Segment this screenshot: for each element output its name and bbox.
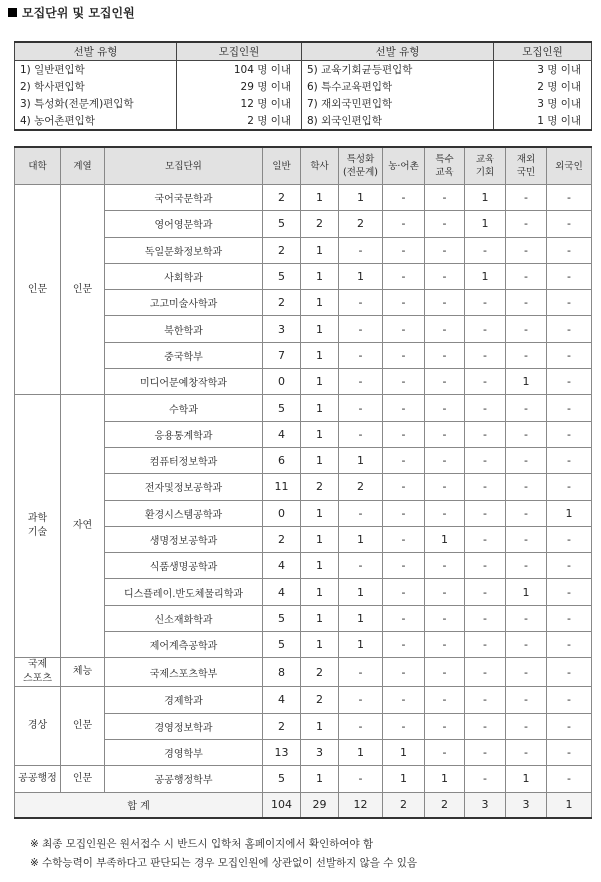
quota-cell: 2 [301,211,339,237]
unit-name-cell: 국어국문학과 [105,185,263,211]
quota-cell: 1 [506,766,547,792]
college-cell: 경상 [15,687,61,766]
unit-name-cell: 중국학부 [105,342,263,368]
quota-cell: 1 [339,579,383,605]
quota-cell: - [383,687,425,713]
quota-cell: 8 [263,658,301,687]
table-row [15,687,592,713]
quota-cell: - [383,237,425,263]
quota-cell: 1 [425,526,465,552]
total-cell: 3 [465,792,506,818]
quota-cell: 0 [263,369,301,395]
quota-cell: 5 [263,605,301,631]
quota-cell: - [339,316,383,342]
column-header: 계열 [61,147,105,185]
total-cell: 2 [383,792,425,818]
unit-name-cell: 컴퓨터정보학과 [105,447,263,473]
quota-cell: - [547,342,592,368]
quota-cell: - [339,713,383,739]
summary-row [15,112,592,130]
field-cell: 인문 [61,185,105,395]
total-cell: 1 [547,792,592,818]
quota-cell: - [506,395,547,421]
quota-cell: 1 [301,526,339,552]
unit-name-cell: 환경시스템공학과 [105,500,263,526]
unit-name-cell: 경영학부 [105,739,263,765]
unit-name-cell: 북한학과 [105,316,263,342]
field-cell: 자연 [61,395,105,658]
quota-cell: 1 [425,766,465,792]
quota-cell: - [425,474,465,500]
quota-cell: - [383,526,425,552]
quota-cell: 1 [301,342,339,368]
quota-cell: - [547,766,592,792]
quota-cell: - [339,687,383,713]
quota-cell: - [465,739,506,765]
quota-cell: 2 [263,526,301,552]
quota-cell: 1 [506,369,547,395]
quota-cell: 2 [339,474,383,500]
quota-cell: - [425,605,465,631]
quota-cell: - [339,237,383,263]
quota-cell: - [425,211,465,237]
summary-header: 모집인원 [494,42,592,61]
quota-cell: - [383,500,425,526]
quota-cell: - [465,713,506,739]
quota-cell: 1 [547,500,592,526]
quota-cell: - [506,526,547,552]
quota-cell: - [339,500,383,526]
unit-name-cell: 독일문화정보학과 [105,237,263,263]
quota-cell: - [339,553,383,579]
quota-cell: 1 [301,579,339,605]
table-row [15,185,592,211]
quota-cell: - [506,342,547,368]
quota-cell: - [383,658,425,687]
quota-cell: - [425,316,465,342]
quota-cell: 1 [506,579,547,605]
column-header: 특성화 (전문계) [339,147,383,185]
quota-cell: - [506,474,547,500]
quota-cell: - [383,263,425,289]
quota-cell: - [547,447,592,473]
quota-cell: 4 [263,687,301,713]
quota-cell: - [547,185,592,211]
summary-header: 모집인원 [177,42,302,61]
quota-cell: 7 [263,342,301,368]
quota-cell: - [425,395,465,421]
field-cell: 인문 [61,766,105,792]
quota-cell: 13 [263,739,301,765]
quota-cell: - [465,526,506,552]
total-cell: 104 [263,792,301,818]
quota-cell: - [506,290,547,316]
quota-cell: - [547,395,592,421]
quota-cell: - [425,739,465,765]
college-cell: 과학 기술 [15,395,61,658]
unit-name-cell: 미디어문예창작학과 [105,369,263,395]
quota-cell: - [547,739,592,765]
college-cell: 국제 스포츠 [15,658,61,687]
quota-cell: - [383,605,425,631]
quota-cell: - [465,579,506,605]
quota-cell: 4 [263,553,301,579]
quota-cell: - [506,658,547,687]
quota-cell: 1 [339,739,383,765]
unit-name-cell: 사회학과 [105,263,263,289]
quota-cell: 3 [263,316,301,342]
field-cell: 인문 [61,687,105,766]
quota-cell: - [425,263,465,289]
summary-type: 3) 특성화(전문계)편입학 [15,95,177,112]
quota-cell: - [547,263,592,289]
table-row [15,658,592,687]
table-header-row [15,147,592,185]
quota-cell: 3 [301,739,339,765]
quota-cell: - [465,290,506,316]
quota-cell: - [547,369,592,395]
quota-cell: - [547,474,592,500]
summary-type: 5) 교육기회균등편입학 [302,61,494,79]
quota-cell: - [465,474,506,500]
quota-cell: - [465,342,506,368]
quota-cell: 1 [339,632,383,658]
quota-cell: - [383,185,425,211]
quota-cell: - [465,316,506,342]
quota-cell: - [506,185,547,211]
note-academic-ability: ※ 수학능력이 부족하다고 판단되는 경우 모집인원에 상관없이 선발하지 않을 수 있음 [30,857,418,869]
quota-cell: - [547,211,592,237]
page-title [8,4,135,21]
quota-cell: - [383,290,425,316]
total-label: 합 계 [15,792,263,818]
quota-cell: 5 [263,211,301,237]
quota-cell: - [425,632,465,658]
quota-cell: - [506,447,547,473]
quota-cell: - [465,447,506,473]
summary-row [15,61,592,79]
unit-name-cell: 영어영문학과 [105,211,263,237]
quota-cell: - [425,658,465,687]
field-cell: 체능 [61,658,105,687]
quota-cell: - [547,316,592,342]
quota-cell: - [506,687,547,713]
quota-cell: - [383,713,425,739]
quota-cell: 1 [301,316,339,342]
unit-name-cell: 생명정보공학과 [105,526,263,552]
unit-name-cell: 응용통계학과 [105,421,263,447]
summary-quota: 104 명 이내 [177,61,302,79]
college-cell: 공공행정 [15,766,61,792]
quota-cell: - [506,605,547,631]
column-header: 농·어촌 [383,147,425,185]
quota-cell: - [383,395,425,421]
quota-cell: - [547,237,592,263]
unit-name-cell: 디스플레이.반도체물리학과 [105,579,263,605]
note-final-quota: ※ 최종 모집인원은 원서접수 시 반드시 입학처 홈페이지에서 확인하여야 함 [30,838,374,850]
quota-cell: - [465,500,506,526]
quota-cell: 11 [263,474,301,500]
quota-cell: - [465,369,506,395]
quota-cell: - [506,553,547,579]
quota-cell: 2 [301,687,339,713]
quota-cell: 1 [301,713,339,739]
quota-cell: 1 [301,369,339,395]
quota-cell: - [547,713,592,739]
summary-header-row [15,42,592,61]
quota-cell: 1 [339,263,383,289]
quota-cell: 1 [301,447,339,473]
quota-cell: - [465,421,506,447]
summary-row [15,78,592,95]
college-cell: 인문 [15,185,61,395]
quota-cell: - [383,316,425,342]
quota-cell: 1 [301,553,339,579]
unit-name-cell: 경영정보학과 [105,713,263,739]
quota-cell: 1 [301,632,339,658]
unit-name-cell: 식품생명공학과 [105,553,263,579]
quota-cell: - [506,739,547,765]
recruitment-units-table [14,146,592,819]
quota-cell: - [506,263,547,289]
quota-cell: 4 [263,579,301,605]
quota-cell: - [383,447,425,473]
quota-cell: - [383,211,425,237]
quota-cell: - [547,632,592,658]
quota-cell: 1 [465,211,506,237]
quota-cell: - [383,342,425,368]
quota-cell: - [506,421,547,447]
summary-type: 2) 학사편입학 [15,78,177,95]
quota-cell: - [339,395,383,421]
summary-quota: 2 명 이내 [177,112,302,130]
quota-cell: 6 [263,447,301,473]
quota-cell: 2 [339,211,383,237]
unit-name-cell: 신소재화학과 [105,605,263,631]
quota-cell: 2 [301,474,339,500]
quota-cell: - [506,632,547,658]
quota-cell: - [425,713,465,739]
quota-cell: - [339,658,383,687]
quota-cell: 2 [301,658,339,687]
quota-cell: - [547,658,592,687]
quota-cell: 1 [339,447,383,473]
summary-row [15,95,592,112]
quota-cell: 0 [263,500,301,526]
quota-cell: - [383,579,425,605]
summary-type: 7) 재외국민편입학 [302,95,494,112]
column-header: 재외 국민 [506,147,547,185]
quota-cell: - [425,553,465,579]
quota-cell: 1 [301,185,339,211]
quota-cell: - [465,632,506,658]
quota-cell: 1 [383,739,425,765]
quota-cell: 1 [339,526,383,552]
table-row [15,395,592,421]
quota-cell: - [465,658,506,687]
quota-cell: - [465,605,506,631]
summary-type: 1) 일반편입학 [15,61,177,79]
column-header: 대학 [15,147,61,185]
column-header: 외국인 [547,147,592,185]
summary-quota: 3 명 이내 [494,61,592,79]
total-cell: 3 [506,792,547,818]
quota-cell: 1 [301,421,339,447]
quota-cell: 2 [263,290,301,316]
quota-cell: - [506,500,547,526]
quota-cell: - [383,421,425,447]
total-cell: 29 [301,792,339,818]
summary-quota: 3 명 이내 [494,95,592,112]
quota-cell: - [465,553,506,579]
column-header: 교육 기회 [465,147,506,185]
quota-cell: 1 [301,290,339,316]
quota-cell: 2 [263,713,301,739]
quota-cell: - [339,369,383,395]
quota-cell: - [506,316,547,342]
quota-cell: 5 [263,766,301,792]
quota-cell: - [425,290,465,316]
summary-quota: 12 명 이내 [177,95,302,112]
quota-cell: - [339,342,383,368]
quota-cell: 1 [301,395,339,421]
quota-cell: - [547,605,592,631]
quota-cell: 4 [263,421,301,447]
quota-cell: 1 [301,263,339,289]
quota-cell: - [339,421,383,447]
summary-quota: 2 명 이내 [494,78,592,95]
unit-name-cell: 전자및정보공학과 [105,474,263,500]
quota-cell: 2 [263,185,301,211]
quota-cell: 1 [465,263,506,289]
quota-cell: - [425,369,465,395]
summary-type: 6) 특수교육편입학 [302,78,494,95]
quota-cell: - [383,553,425,579]
summary-header: 선발 유형 [15,42,177,61]
total-cell: 12 [339,792,383,818]
quota-cell: 5 [263,632,301,658]
unit-name-cell: 국제스포츠학부 [105,658,263,687]
column-header: 특수 교육 [425,147,465,185]
summary-type: 8) 외국인편입학 [302,112,494,130]
quota-cell: - [383,369,425,395]
quota-cell: - [425,500,465,526]
quota-cell: 1 [383,766,425,792]
quota-cell: - [465,395,506,421]
square-bullet-icon [8,8,17,17]
page-title-text: 모집단위 및 모집인원 [22,6,135,20]
quota-cell: - [547,290,592,316]
summary-type: 4) 농어촌편입학 [15,112,177,130]
quota-cell: - [383,632,425,658]
total-cell: 2 [425,792,465,818]
summary-quota: 1 명 이내 [494,112,592,130]
quota-cell: - [425,687,465,713]
quota-cell: 1 [301,500,339,526]
column-header: 일반 [263,147,301,185]
quota-cell: - [425,342,465,368]
quota-cell: 1 [301,237,339,263]
quota-cell: - [547,687,592,713]
quota-cell: - [465,237,506,263]
quota-cell: - [425,185,465,211]
quota-cell: - [506,211,547,237]
unit-name-cell: 경제학과 [105,687,263,713]
quota-cell: 1 [339,605,383,631]
unit-name-cell: 공공행정학부 [105,766,263,792]
summary-quota: 29 명 이내 [177,78,302,95]
unit-name-cell: 제어계측공학과 [105,632,263,658]
quota-cell: - [425,579,465,605]
total-row [15,792,592,818]
unit-name-cell: 고고미술사학과 [105,290,263,316]
quota-cell: - [465,687,506,713]
quota-cell: - [425,447,465,473]
quota-cell: - [506,713,547,739]
quota-cell: 1 [301,766,339,792]
quota-cell: 2 [263,237,301,263]
quota-cell: - [506,237,547,263]
quota-cell: 1 [339,185,383,211]
column-header: 모집단위 [105,147,263,185]
quota-cell: 5 [263,263,301,289]
quota-cell: 5 [263,395,301,421]
quota-cell: - [339,290,383,316]
quota-cell: - [339,766,383,792]
quota-cell: - [465,766,506,792]
quota-cell: 1 [301,605,339,631]
quota-cell: - [425,237,465,263]
column-header: 학사 [301,147,339,185]
selection-type-summary-table [14,41,592,131]
table-row [15,766,592,792]
quota-cell: - [547,553,592,579]
quota-cell: - [547,526,592,552]
summary-header: 선발 유형 [302,42,494,61]
quota-cell: - [383,474,425,500]
quota-cell: 1 [465,185,506,211]
quota-cell: - [547,421,592,447]
unit-name-cell: 수학과 [105,395,263,421]
quota-cell: - [547,579,592,605]
quota-cell: - [425,421,465,447]
